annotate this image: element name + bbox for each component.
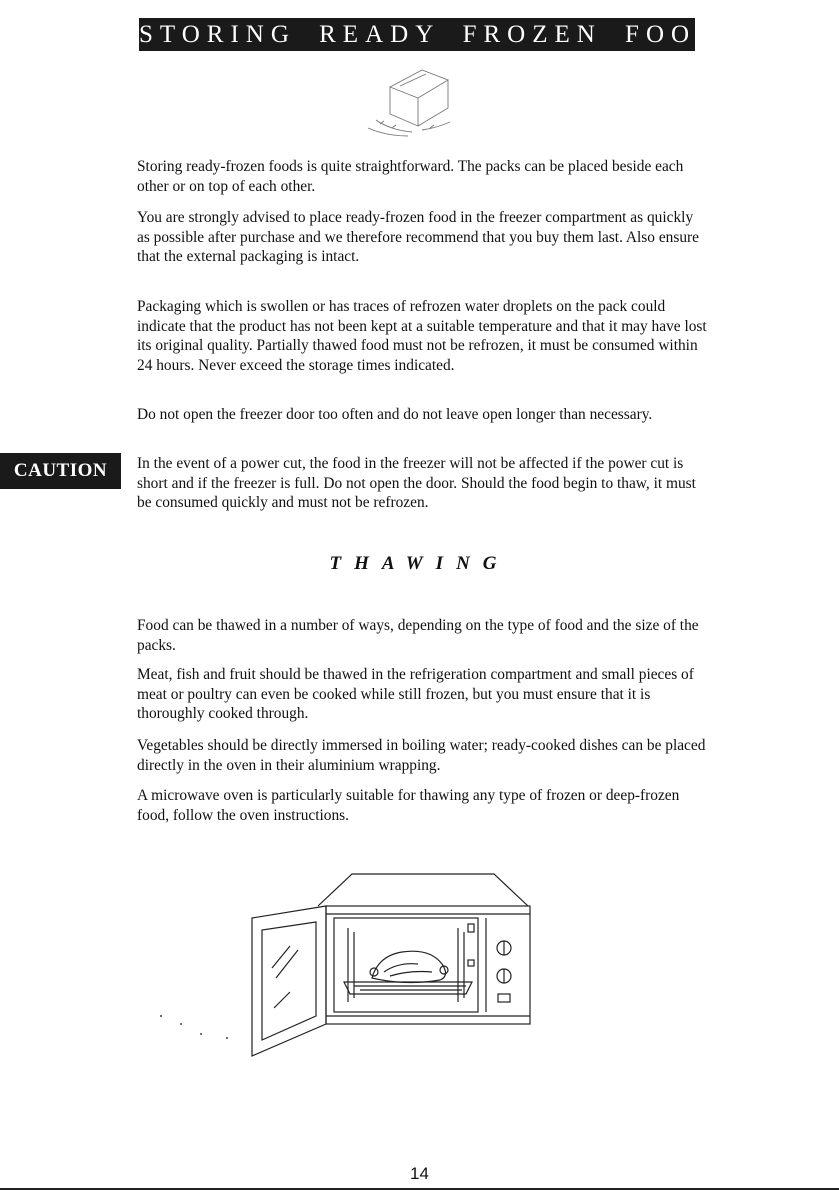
page-title: STORING READY FROZEN FOOD — [139, 18, 695, 51]
thawing-heading: THAWING — [329, 553, 510, 574]
thawing-paragraph: A microwave oven is particularly suitable for thawing any type of frozen or deep-frozen food, follow the oven instructions. — [137, 787, 680, 824]
storing-paragraph: Packaging which is swollen or has traces of refrozen water droplets on the pack could indicate that the product has not been kept at a suitable temperature and that it may have lost its original quality. Partially thawed food must not be refrozen, it must be consumed within 24 hours. Never exceed the storage times indicated. — [137, 298, 707, 374]
thawing-paragraph: Meat, fish and fruit should be thawed in the refrigeration compartment and small pieces of meat or poultry can even be cooked while still frozen, but you must ensure that it is thoroughly cooked through. — [137, 666, 694, 722]
thawing-paragraph: Vegetables should be directly immersed in boiling water; ready-cooked dishes can be placed directly in the oven in their aluminium wrapping. — [137, 737, 706, 774]
oven-illustration — [140, 868, 540, 1058]
storing-paragraph: Do not open the freezer door too often and do not leave open longer than necessary. — [137, 406, 653, 423]
storing-paragraph: You are strongly advised to place ready-frozen food in the freezer compartment as quickly as possible after purchase and we therefore recommend that you buy them last. Also ensure that the external packaging is intact. — [137, 209, 700, 265]
thawing-paragraph: Food can be thawed in a number of ways, depending on the type of food and the size of the packs. — [137, 617, 699, 654]
bottom-rule — [0, 1188, 839, 1190]
caution-label: CAUTION — [0, 453, 121, 489]
frozen-food-pack-icon — [360, 62, 456, 138]
caution-paragraph: In the event of a power cut, the food in the freezer will not be affected if the power cut is short and if the freezer is full. Do not open the door. Should the food begin to thaw, it must be consumed quickly and must not be refrozen. — [137, 455, 696, 511]
page-number: 14 — [410, 1164, 429, 1183]
storing-paragraph: Storing ready-frozen foods is quite straightforward. The packs can be placed beside each other or on top of each other. — [137, 158, 684, 195]
